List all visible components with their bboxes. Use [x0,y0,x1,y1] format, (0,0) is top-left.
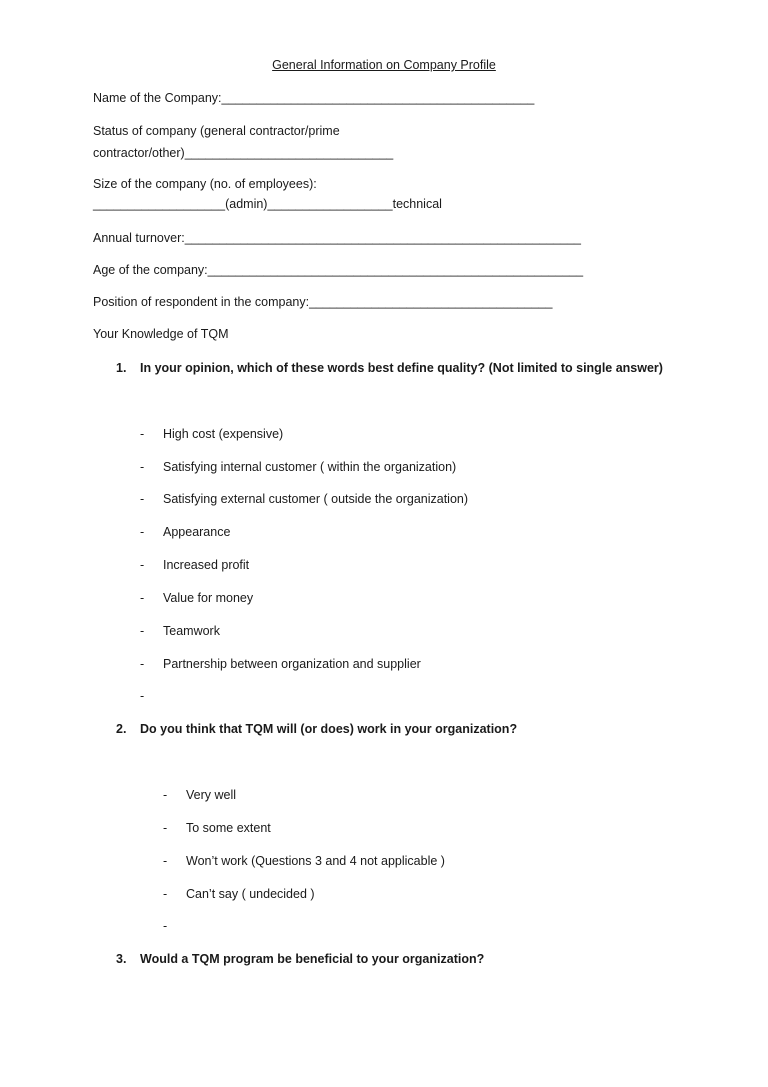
bullet-dash: - [140,689,145,703]
list-item [140,491,468,507]
option-text: High cost (expensive) [163,427,284,441]
tqm-knowledge-heading: Your Knowledge of TQM [93,327,229,341]
bullet-dash: - [140,624,145,638]
option-text: Won’t work (Questions 3 and 4 not applicable ) [186,854,445,868]
question-text: Do you think that TQM will (or does) work in your organization? [140,722,518,736]
bullet-dash: - [140,460,145,474]
page-title: General Information on Company Profile [272,58,496,72]
bullet-dash: - [140,427,145,441]
list-item [140,656,421,672]
bullet-dash: - [140,525,145,539]
bullet-dash: - [140,591,145,605]
company-name-field: Name of the Company:_____________________________________________ [93,91,535,105]
company-status-field-line2: contractor/other)______________________________ [93,146,394,160]
list-item [140,426,283,442]
list-item [163,853,445,869]
list-item [140,590,253,606]
option-text: Value for money [163,591,254,605]
question-1 [116,360,663,376]
bullet-dash: - [140,657,145,671]
company-size-field-line2: ___________________(admin)__________________technical [93,197,442,211]
list-item [163,787,236,803]
option-text: Partnership between organization and supplier [163,657,421,671]
list-item [140,623,220,639]
question-text: Would a TQM program be beneficial to your organization? [140,952,485,966]
bullet-dash: - [163,788,168,802]
company-age-field: Age of the company:______________________________________________________ [93,263,584,277]
option-text: Satisfying internal customer ( within the organization) [163,460,457,474]
list-item [140,524,230,540]
option-text: Increased profit [163,558,250,572]
option-text: Teamwork [163,624,220,638]
list-item [140,459,456,475]
option-text: Can’t say ( undecided ) [186,887,315,901]
question-2 [116,721,517,737]
option-text: To some extent [186,821,271,835]
list-item [140,557,249,573]
option-text: Satisfying external customer ( outside the organization) [163,492,469,506]
question-number: 2. [116,722,127,736]
list-item [163,820,271,836]
bullet-dash: - [163,887,168,901]
question-text: In your opinion, which of these words best define quality? (Not limited to single answer) [140,361,663,375]
question-number: 1. [116,361,127,375]
question-number: 3. [116,952,127,966]
bullet-dash: - [140,558,145,572]
option-text: Appearance [163,525,231,539]
question-3 [116,951,484,967]
list-item-blank [140,688,163,704]
list-item [163,886,315,902]
bullet-dash: - [163,821,168,835]
company-status-field-line1: Status of company (general contractor/prime [93,124,340,138]
list-item-blank [163,918,186,934]
bullet-dash: - [163,854,168,868]
bullet-dash: - [140,492,145,506]
annual-turnover-field: Annual turnover:_________________________________________________________ [93,231,581,245]
company-size-field-line1: Size of the company (no. of employees): [93,177,317,191]
respondent-position-field: Position of respondent in the company:___________________________________ [93,295,553,309]
bullet-dash: - [163,919,168,933]
option-text: Very well [186,788,237,802]
